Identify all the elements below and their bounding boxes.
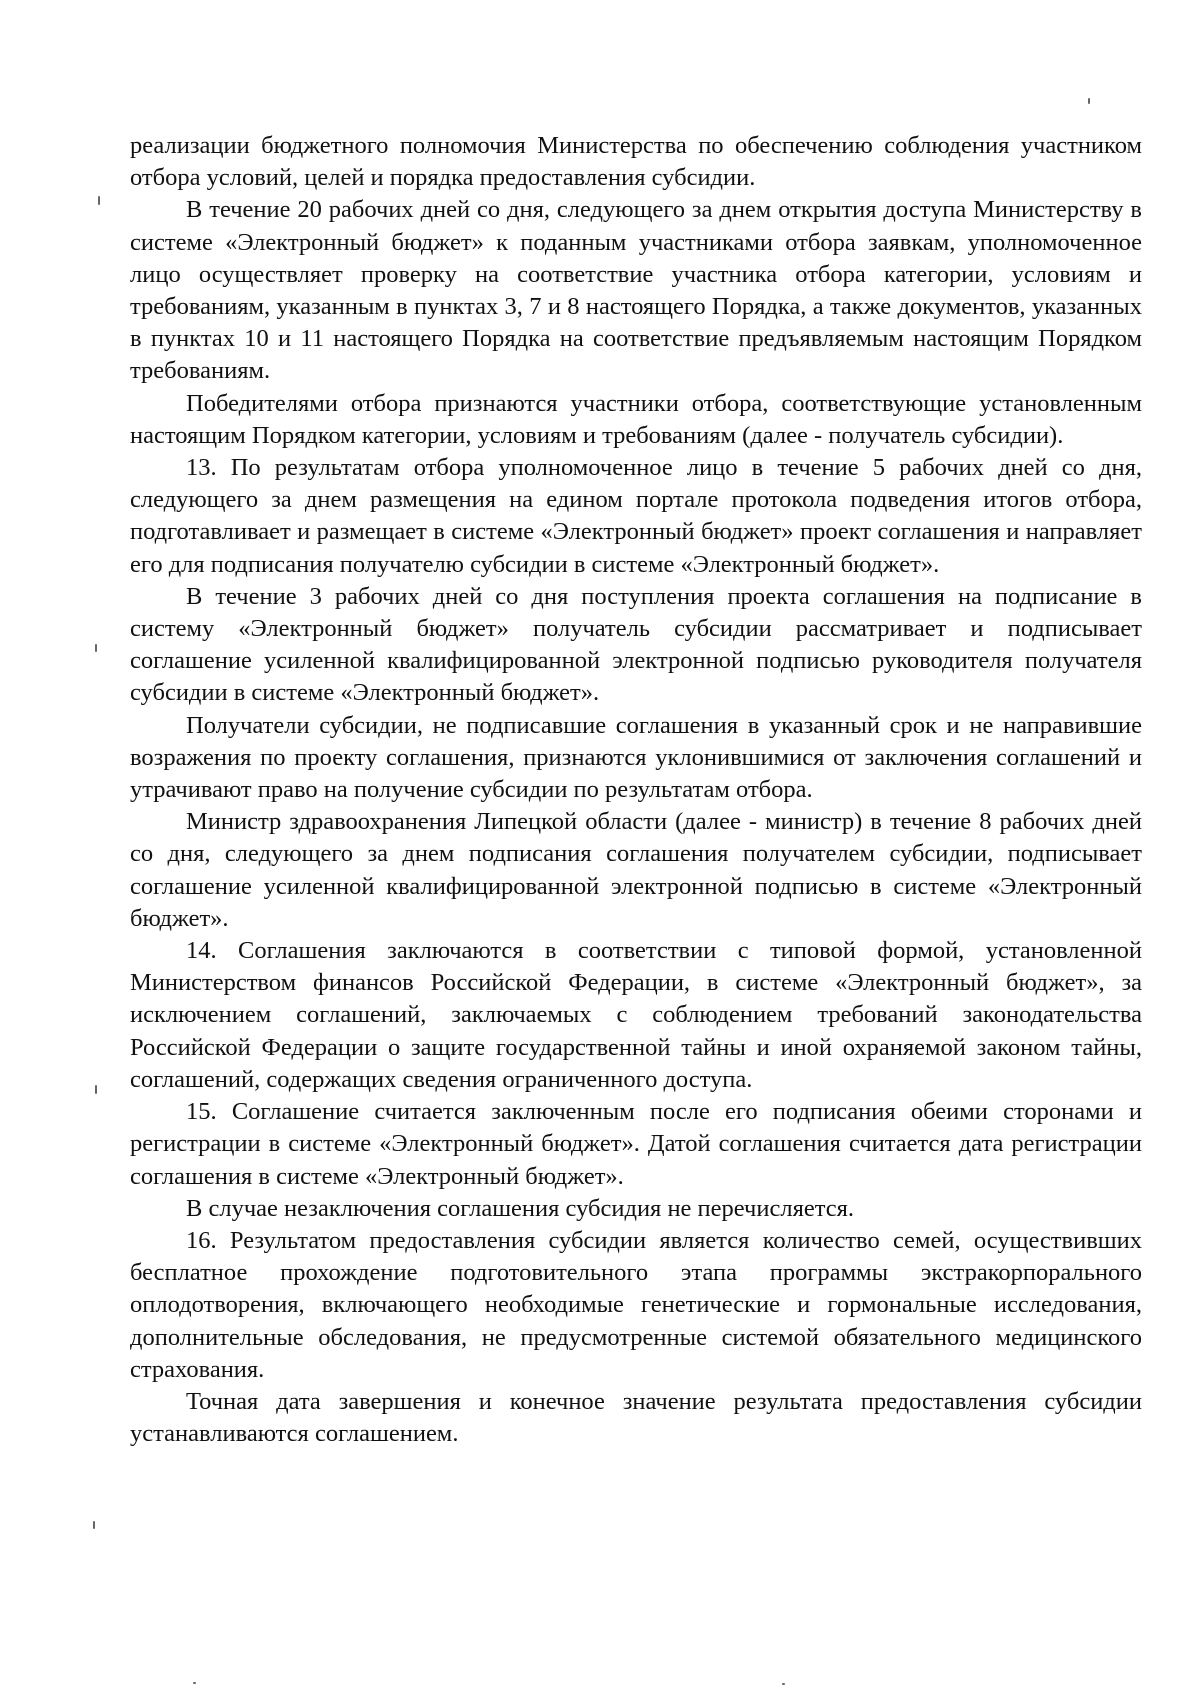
paragraph-refusal-consequences: Получатели субсидии, не подписавшие соглашения в указанный срок и не направившие возражения по проекту соглашения, признаются уклонившимися от заключения соглашений и утрачивают право на получение субсидии по результатам отбора. <box>130 711 1142 804</box>
paragraph-application-review: В течение 20 рабочих дней со дня, следующего за днем открытия доступа Министерству в системе «Электронный бюджет» к поданным участниками отбора заявкам, уполномоченное лицо осуществляет проверку на соответствие участника отбора категории, условиям и требованиям, указанным в пунктах 3, 7 и 8 настоящего Порядка, а также документов, указанных в пунктах 10 и 11 настоящего Порядка на соответствие предъявляемым настоящим Порядком требованиям. <box>130 196 1142 385</box>
paragraph-minister-signature: Министр здравоохранения Липецкой области (далее - министр) в течение 8 рабочих дней со дня, следующего за днем подписания соглашения получателем субсидии, подписывает соглашение усиленной квалифицированной электронной подписью в системе «Электронный бюджет». <box>130 808 1142 932</box>
scan-speck <box>95 644 97 652</box>
scan-speck <box>93 1521 95 1529</box>
paragraph-continuation: реализации бюджетного полномочия Министерства по обеспечению соблюдения участником отбора условий, целей и порядка предоставления субсидии. <box>130 132 1142 192</box>
paragraph-result-deadline: Точная дата завершения и конечное значение результата предоставления субсидии устанавливаются соглашением. <box>130 1387 1142 1448</box>
paragraph-selection-winners: Победителями отбора признаются участники отбора, соответствующие установленным настоящим Порядком категории, условиям и требованиям (далее - получатель субсидии). <box>130 389 1142 449</box>
paragraph-14-standard-form: 14. Соглашения заключаются в соответствии с типовой формой, установленной Министерством финансов Российской Федерации, в системе «Электронный бюджет», за исключением соглашений, заключаемых с соблюдением требований законодательства Российской Федерации о защите государственной тайны и иной охраняемой законом тайны, соглашений, содержащих сведения ограниченного доступа. <box>130 937 1142 1093</box>
paragraph-16-result: 16. Результатом предоставления субсидии является количество семей, осуществивших бесплатное прохождение подготовительного этапа программы экстракорпорального оплодотворения, включающего необходимые генетические и гормональные исследования, дополнительные обследования, не предусмотренные системой обязательного медицинского страхования. <box>130 1226 1142 1383</box>
scan-speck <box>782 1683 785 1685</box>
scan-speck <box>98 196 100 205</box>
scan-speck <box>1088 98 1090 104</box>
paragraph-15-agreement-concluded: 15. Соглашение считается заключенным после его подписания обеими сторонами и регистрации в системе «Электронный бюджет». Датой соглашения считается дата регистрации соглашения в системе «Электронный бюджет». <box>130 1098 1142 1190</box>
scan-speck <box>193 1682 196 1684</box>
paragraph-agreement-signing: В течение 3 рабочих дней со дня поступления проекта соглашения на подписание в систему «Электронный бюджет» получатель субсидии рассматривает и подписывает соглашение усиленной квалифицированной электронной подписью руководителя получателя субсидии в системе «Электронный бюджет». <box>130 582 1142 707</box>
paragraph-13-agreement-draft: 13. По результатам отбора уполномоченное лицо в течение 5 рабочих дней со дня, следующего за днем размещения на едином портале протокола подведения итогов отбора, подготавливает и размещает в системе «Электронный бюджет» проект соглашения и направляет его для подписания получателю субсидии в системе «Электронный бюджет». <box>130 454 1142 578</box>
document-body <box>130 130 1142 1450</box>
scan-speck <box>95 1085 97 1094</box>
paragraph-non-conclusion: В случае незаключения соглашения субсидия не перечисляется. <box>186 1194 855 1222</box>
